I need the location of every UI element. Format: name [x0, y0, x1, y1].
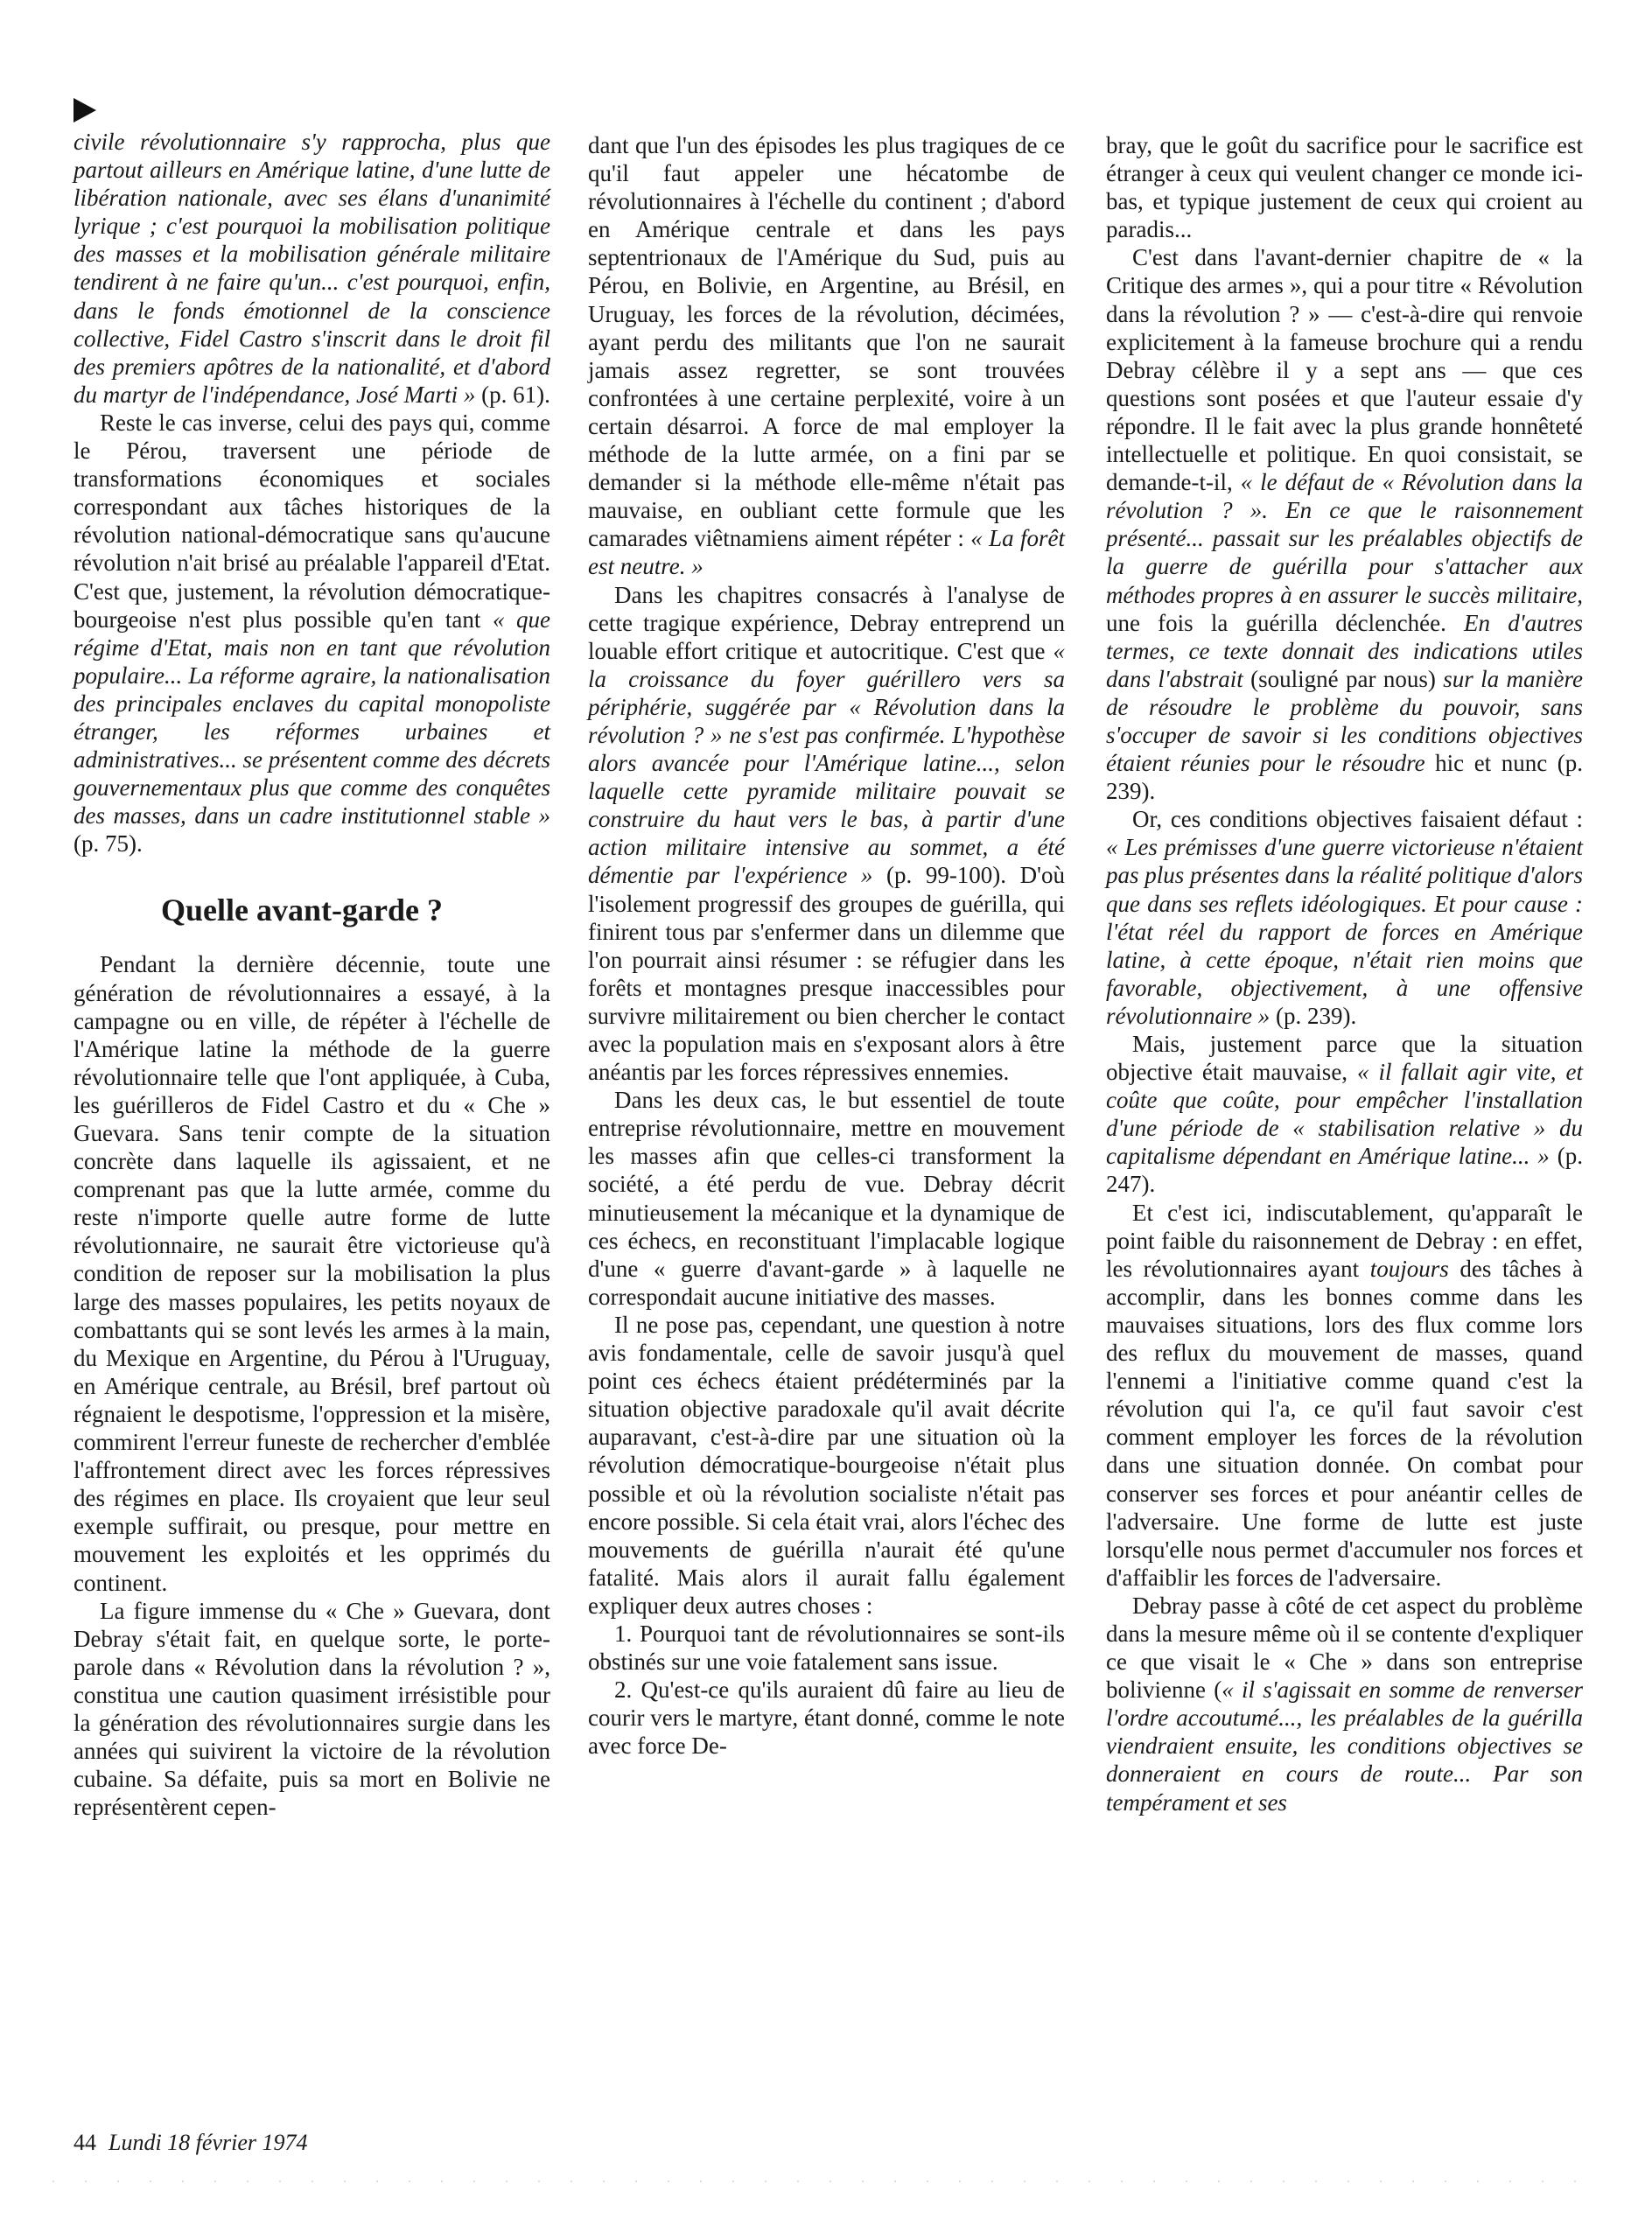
text: Dans les chapitres consacrés à l'analyse de cette tragique expérience, Debray entreprend un louable effort critique et autocritique. C'est que: [588, 581, 1065, 664]
page-number: 44: [74, 2130, 96, 2155]
text-column-1: [74, 128, 550, 1821]
paragraph: [1106, 1199, 1583, 1592]
text: Reste le cas inverse, celui des pays qui, comme le Pérou, traversent une période de transformations économiques et sociales correspondant aux tâches historiques de la révolution national-démocratique sans qu'aucune révolution n'ait brisé au préalable l'appareil d'Etat. C'est que, justement, la révolution démocratique-bourgeoise n'est plus possible qu'en tant: [74, 409, 550, 633]
list-item: 1. Pourquoi tant de révolutionnaires se sont-ils obstinés sur une voie fatalement sans issue.: [588, 1620, 1065, 1676]
text: Mais, justement parce que la situation objective était mauvaise,: [1106, 1031, 1583, 1086]
text: hic et nunc (p. 239).: [1106, 750, 1584, 805]
paragraph: Il ne pose pas, cependant, une question à notre avis fondamentale, celle de savoir jusqu'à quel point ces échecs étaient prédéterminés par la situation objective paradoxale qu'il avait décrite auparavant, c'est-à-dire par une situation où la révolution démocratique-bourgeoise n'était plus possible et où la révolution socialiste n'était pas encore possible. Si cela était vrai, alors l'échec des mouvements de guérilla n'aurait été qu'une fatalité. Mais alors il aurait fallu également expliquer deux autres choses :: [588, 1311, 1065, 1619]
paragraph: [74, 409, 550, 858]
quote: « la croissance du foyer guérillero vers sa périphérie, suggérée par « Révolution dans la révolution ? » ne s'est pas confirmée. L'hypothèse alors avancée pour l'Amérique latine..., selon laquelle cette pyramide militaire pouvait se construire du haut vers le bas, à partir d'une action militaire intensive au sommet, a été démentie par l'expérience »: [588, 637, 1065, 889]
quote: « il fallait agir vite, et coûte que coûte, pour empêcher l'installation d'une période de « stabilisation relative » du capitalisme dépendant en Amérique latine... »: [1106, 1059, 1583, 1170]
paragraph: [1106, 805, 1583, 1030]
text: Et c'est ici, indiscutablement, qu'apparaît le point faible du raisonnement de Debray : en effet, les révolutionnaires ayant: [1106, 1199, 1583, 1282]
quote: sur la manière de résoudre le problème du pouvoir, sans s'occuper de savoir si les conditions objectives étaient réunies pour le résoudre: [1106, 665, 1583, 777]
text: des tâches à accomplir, dans les bonnes comme dans les mauvaises situations, lors des flux comme lors des reflux du mouvement de masses, quand l'ennemi a l'initiative comme quand c'est la révolution qui l'a, ce qu'il faut savoir c'est comment employer les forces de la révolution dans une situation donnée. On combat pour conserver ses forces et pour anéantir celles de l'adversaire. Une forme de lutte est juste lorsqu'elle nous permet d'accumuler nos forces et d'affaiblir les forces de l'adversaire.: [1106, 1255, 1583, 1591]
quote: « Les prémisses d'une guerre victorieuse n'étaient pas plus présentes dans la réalité politique d'alors que dans ses reflets idéologiques. Et pour cause : l'état réel du rapport de forces en Amérique latine, à cette époque, n'était rien moins que favorable, objectivement, à une offensive révolutionnaire »: [1106, 834, 1584, 1029]
paragraph: [74, 128, 550, 409]
issue-date: Lundi 18 février 1974: [108, 2130, 308, 2155]
paragraph: Dans les deux cas, le but essentiel de toute entreprise révolutionnaire, mettre en mouvement les masses afin que celles-ci transforment la société, a été perdu de vue. Debray décrit minutieusement la mécanique et la dynamique de ces échecs, en reconstituant l'implacable logique d'une « guerre d'avant-garde » à laquelle ne correspondait aucune initiative des masses.: [588, 1087, 1065, 1310]
quote: « le défaut de « Révolution dans la révolution ? ». En ce que le raisonnement présenté... passait sur les préalables objectifs de la guerre de guérilla pour s'attacher aux méthodes propres à en assurer le succès militaire,: [1106, 469, 1583, 608]
paragraph: [588, 581, 1065, 1087]
text-column-3: [1106, 131, 1583, 1816]
paragraph: [588, 131, 1065, 581]
text: dant que l'un des épisodes les plus tragiques de ce qu'il faut appeler une hécatombe de révolutionnaires à l'échelle du continent ; d'abord en Amérique centrale et dans les pays septentrionaux de l'Amérique du Sud, puis au Pérou, en Bolivie, en Argentine, au Brésil, en Uruguay, les forces de la révolution, décimées, ayant perdu des militants que l'on ne saurait jamais assez regretter, se sont trouvées confrontées à une certaine perplexité, voire à un certain désarroi. A force de mal employer la méthode de la lutte armée, on a fini par se demander si la méthode elle-même n'était pas mauvaise, en oubliant cette formule que les camarades viêtnamiens aiment répéter :: [588, 132, 1065, 552]
text: C'est dans l'avant-dernier chapitre de « la Critique des armes », qui a pour titre « Révolution dans la révolution ? » — c'est-à-dire qui renvoie explicitement à la fameuse brochure qui a rendu Debray célèbre il y a sept ans — que ces questions sont posées et que l'auteur essaie d'y répondre. Il le fait avec la plus grande honnêteté intellectuelle et politique. En quoi consistait, se demande-t-il,: [1106, 244, 1583, 496]
text: Debray passe à côté de cet aspect du problème dans la mesure même où il se contente d'expliquer ce que visait le « Che » dans son entreprise bolivienne (: [1106, 1592, 1583, 1704]
paragraph: La figure immense du « Che » Guevara, dont Debray s'était fait, en quelque sorte, le porte-parole dans « Révolution dans la révolution ? », constitua une caution quasiment irrésistible pour la génération des révolutionnaires surgie dans les années qui suivirent la victoire de la révolution cubaine. Sa défaite, puis sa mort en Bolivie ne représentèrent cepen-: [74, 1597, 550, 1821]
quote: « que régime d'Etat, mais non en tant que révolution populaire... La réforme agraire, la nationalisation des principales enclaves du capital monopoliste étranger, les réformes urbaines et administratives... se présentent comme des décrets gouvernementaux plus que comme des conquêtes des masses, dans un cadre institutionnel stable »: [74, 606, 550, 830]
section-heading: Quelle avant-garde ?: [161, 892, 443, 928]
quote: « il s'agissait en somme de renverser l'ordre accoutumé..., les préalables de la guérilla viendraient ensuite, les conditions objectives se donneraient en cours de route... Par son tempérament et ses: [1106, 1676, 1583, 1816]
paragraph: bray, que le goût du sacrifice pour le sacrifice est étranger à ceux qui veulent changer ce monde ici-bas, et typique justement de ceux qui croient au paradis...: [1106, 132, 1583, 243]
continuation-arrow-icon: [74, 98, 96, 122]
text: (p. 99-100). D'où l'isolement progressif des groupes de guérilla, qui finirent tous par s'enfermer dans un dilemme que l'on pourrait ainsi résumer : se réfugier dans les forêts et montagnes presque inaccessibles pour survivre militairement ou bien chercher le contact avec la population mais en s'exposant alors à être anéantis par les forces répressives ennemies.: [588, 862, 1065, 1086]
page-footer: [74, 2130, 308, 2156]
scan-noise: [52, 2180, 1592, 2182]
emphasis: toujours: [1369, 1255, 1449, 1282]
text: Or, ces conditions objectives faisaient défaut :: [1132, 806, 1583, 833]
paragraph: [1106, 1592, 1583, 1816]
paragraph: Pendant la dernière décennie, toute une génération de révolutionnaires a essayé, à la campagne ou en ville, de répéter à l'échelle de l'Amérique latine la méthode de la guerre révolutionnaire telle que l'ont appliquée, à Cuba, les guérilleros de Fidel Castro et du « Che » Guevara. Sans tenir compte de la situation concrète dans laquelle ils agissaient, et ne comprenant pas que la lutte armée, comme du reste n'importe quelle autre forme de lutte révolutionnaire, ne saurait être victorieuse qu'à condition de reposer sur la mobilisation la plus large des masses populaires, les petits noyaux de combattants qui se sont levés les armes à la main, du Mexique en Argentine, du Pérou à l'Uruguay, en Amérique centrale, au Brésil, bref partout où régnaient le despotisme, l'oppression et la misère, commirent l'erreur funeste de rechercher d'emblée l'affrontement direct avec les forces répressives des régimes en place. Ils croyaient que leur seul exemple suffirait, ou presque, pour mettre en mouvement les exploités et les opprimés du continent.: [74, 951, 550, 1596]
paragraph: [1106, 1030, 1583, 1199]
text: (souligné par nous): [1242, 665, 1444, 692]
page-reference: (p. 247).: [1106, 1143, 1583, 1198]
page-reference: (p. 75).: [74, 830, 143, 858]
page-reference: (p. 239).: [1270, 1002, 1357, 1029]
quote: En d'autres termes, ce texte donnait des indications utiles dans l'abstrait: [1106, 609, 1584, 692]
page-reference: (p. 61).: [475, 381, 550, 408]
text: une fois la guérilla déclenchée.: [1106, 609, 1465, 636]
text-column-2: [588, 131, 1065, 1760]
quote: « La forêt est neutre. »: [588, 525, 1065, 580]
quote: civile révolutionnaire s'y rapprocha, plus que partout ailleurs en Amérique latine, d'une lutte de libération nationale, avec ses élans d'unanimité lyrique ; c'est pourquoi la mobilisation politique des masses et la mobilisation générale militaire tendirent à ne faire qu'un... c'est pourquoi, enfin, dans le fonds émotionnel de la conscience collective, Fidel Castro s'inscrit dans le droit fil des premiers apôtres de la nationalité, et d'abord du martyr de l'indépendance, José Marti »: [74, 129, 550, 408]
paragraph: [1106, 243, 1583, 805]
list-item: 2. Qu'est-ce qu'ils auraient dû faire au lieu de courir vers le martyre, étant donné, comme le note avec force De-: [588, 1676, 1065, 1760]
